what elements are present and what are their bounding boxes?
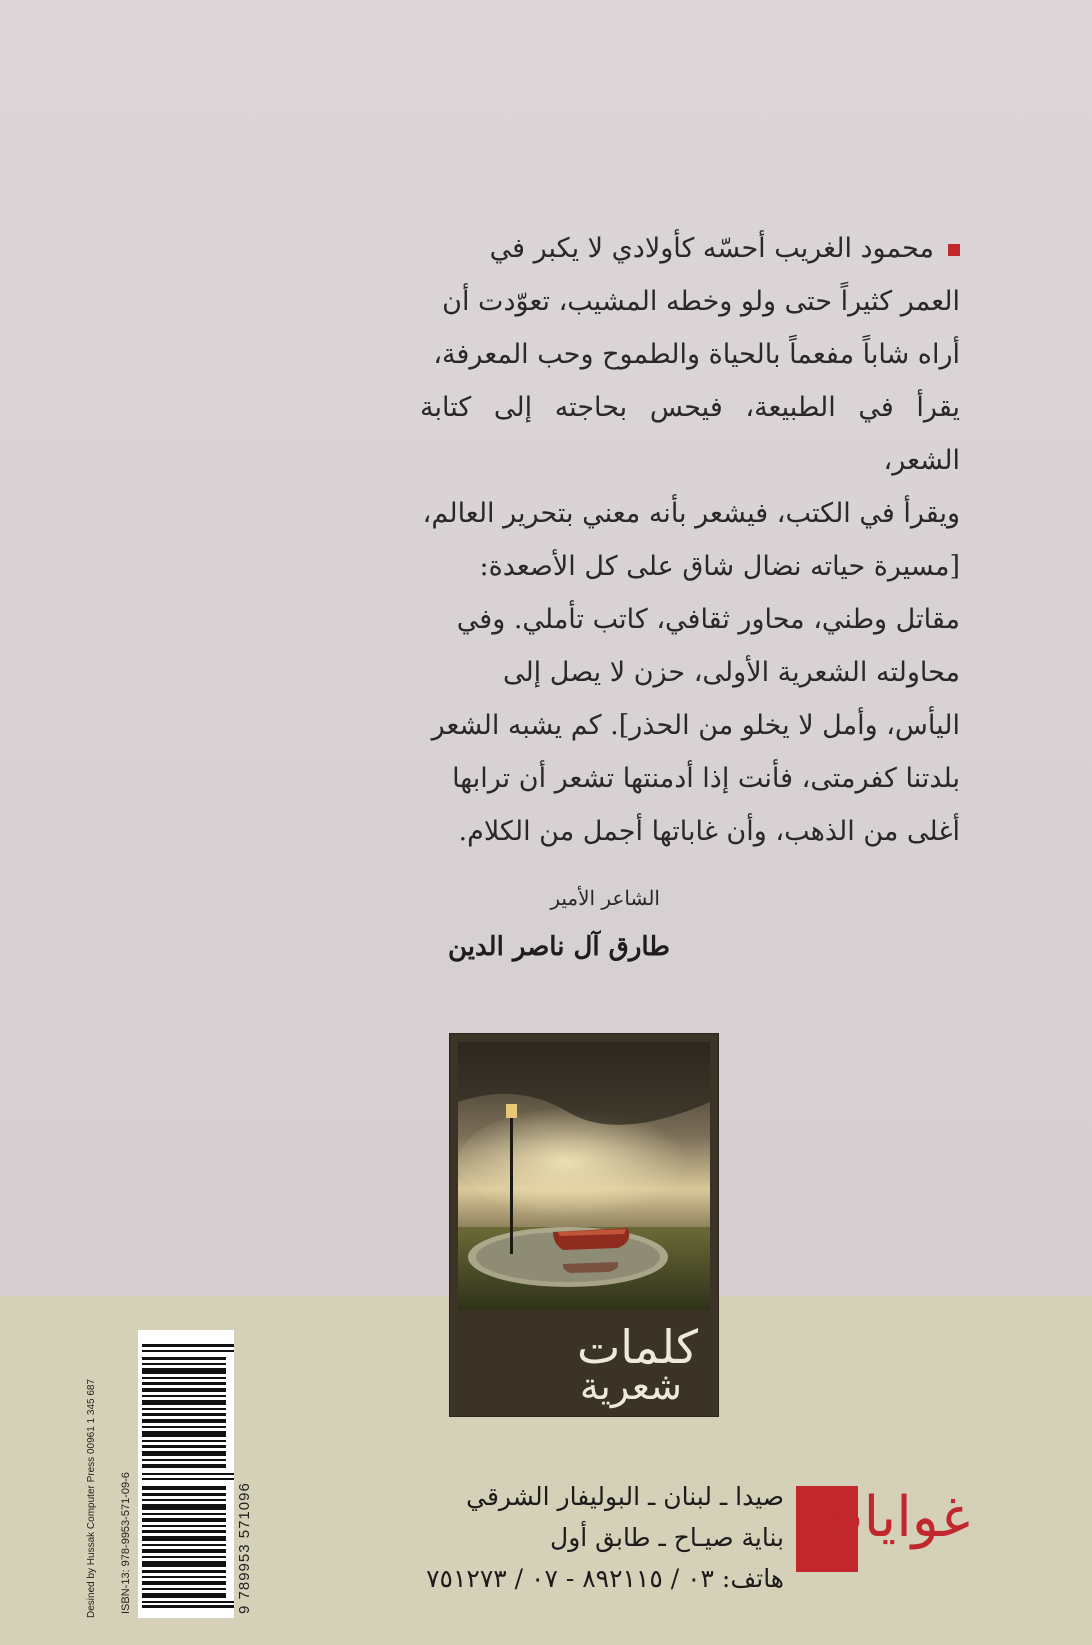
- blurb-line: اليأس، وأمل لا يخلو من الحذر]. كم يشبه الشعر: [431, 710, 960, 741]
- blurb-line: يقرأ في الطبيعة، فيحس بحاجته إلى كتابة الشعر،: [420, 392, 960, 476]
- bullet-icon: [948, 244, 960, 256]
- publisher-address: [426, 1476, 784, 1599]
- barcode-icon: [138, 1330, 234, 1618]
- blurb-line: [مسيرة حياته نضال شاق على كل الأصعدة:: [479, 551, 960, 582]
- series-badge: [450, 1034, 718, 1416]
- blurb-line: محاولته الشعرية الأولى، حزن لا يصل إلى: [502, 657, 960, 688]
- blurb-line: محمود الغريب أحسّه كأولادي لا يكبر في: [420, 222, 960, 275]
- series-title-word1: كلمات: [576, 1320, 698, 1374]
- barcode-digits: 9 789953 571096: [236, 1482, 253, 1614]
- address-line: بناية صيـاح ـ طابق أول: [550, 1523, 784, 1552]
- address-line: صيدا ـ لبنان ـ البوليفار الشرقي: [466, 1482, 784, 1511]
- publisher-logo: غوايات: [810, 1485, 970, 1550]
- barcode-rotated: [86, 1330, 266, 1618]
- designer-credit: Desined by Hussak Computer Press 00961 1 345 687: [86, 1378, 97, 1618]
- signature-name: طارق آل ناصر الدين: [447, 932, 670, 962]
- blurb-line: أغلى من الذهب، وأن غاباتها أجمل من الكلام.: [458, 816, 960, 847]
- boat-lake-picture: [458, 1042, 710, 1310]
- series-title-word2: شعرية: [579, 1364, 682, 1408]
- barcode-block: [86, 1330, 266, 1618]
- blurb-line: أراه شاباً مفعماً بالحياة والطموح وحب المعرفة،: [433, 339, 960, 370]
- blurb-line: العمر كثيراً حتى ولو وخطه المشيب، تعوّدت أن: [442, 286, 960, 317]
- phone-line: هاتف: ٠٣ / ٨٩٢١١٥ - ٠٧ / ٧٥١٢٧٣: [426, 1564, 784, 1593]
- blurb-text: [420, 222, 960, 858]
- blurb-line: ويقرأ في الكتب، فيشعر بأنه معني بتحرير العالم،: [422, 498, 960, 529]
- blurb-line: بلدتنا كفرمتى، فأنت إذا أدمنتها تشعر أن ترابها: [452, 763, 960, 794]
- blurb-line: مقاتل وطني، محاور ثقافي، كاتب تأملي. وفي: [456, 604, 960, 635]
- isbn-text: ISBN-13: 978-9953-571-09-6: [120, 1472, 132, 1614]
- signature-role: الشاعر الأمير: [550, 886, 660, 910]
